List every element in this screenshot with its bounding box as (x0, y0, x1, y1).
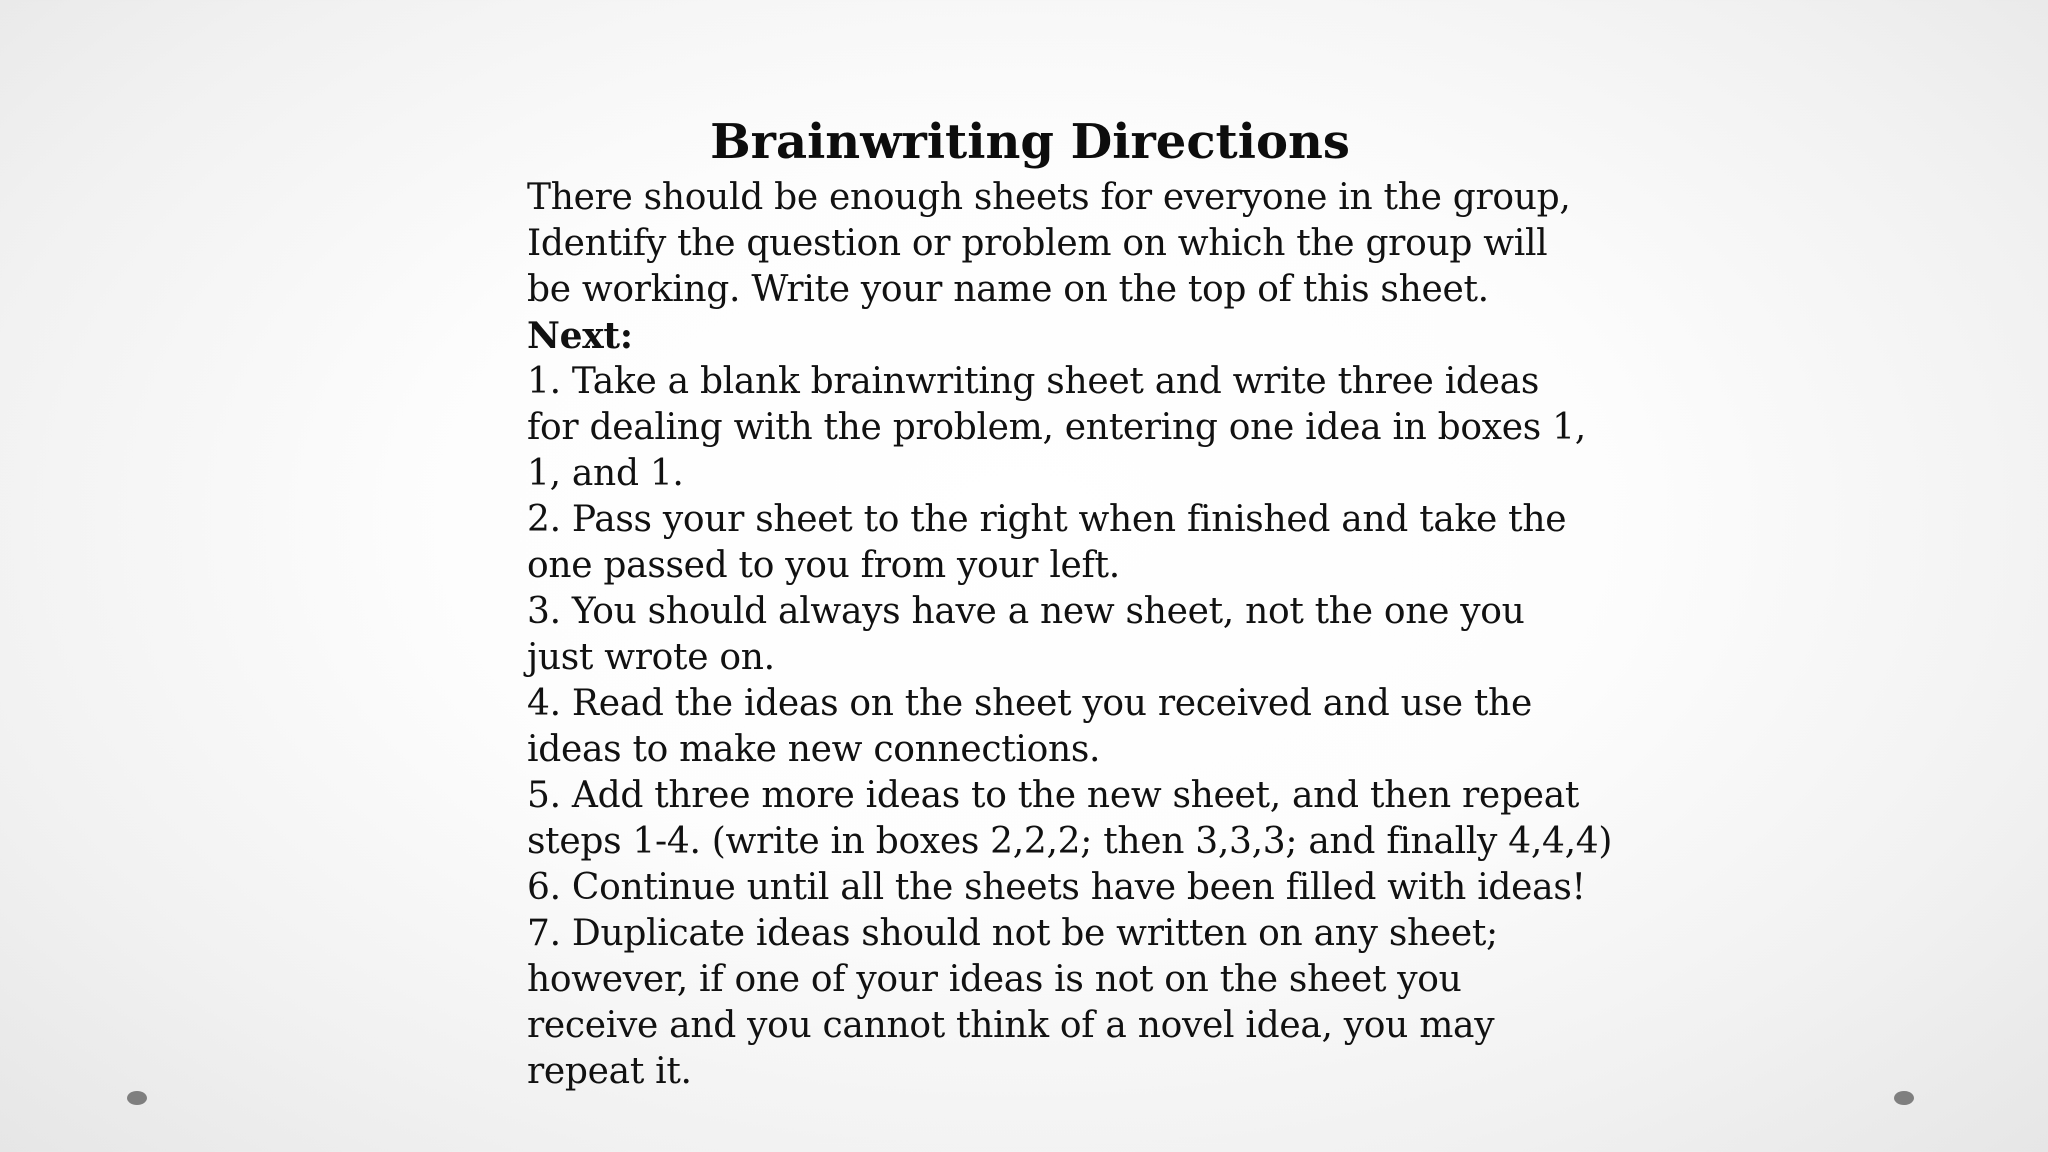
step-1-line: 1. Take a blank brainwriting sheet and write three ideas (527, 361, 1539, 402)
body-line: be working. Write your name on the top of this sheet. (527, 269, 1489, 310)
body-line: Identify the question or problem on which the group will (527, 223, 1548, 264)
previous-slide-dot[interactable] (127, 1091, 147, 1105)
step-5-line: 5. Add three more ideas to the new sheet, and then repeat (527, 775, 1580, 816)
step-1-line: 1, and 1. (527, 453, 684, 494)
directions-body (527, 175, 1613, 1095)
body-line: There should be enough sheets for everyone in the group, (527, 177, 1571, 218)
step-2-line: 2. Pass your sheet to the right when finished and take the (527, 499, 1567, 540)
step-4-line: ideas to make new connections. (527, 729, 1101, 770)
step-2-line: one passed to you from your left. (527, 545, 1120, 586)
step-5-line: steps 1-4. (write in boxes 2,2,2; then 3,3,3; and finally 4,4,4) (527, 821, 1613, 862)
step-7-line: 7. Duplicate ideas should not be written on any sheet; (527, 913, 1498, 954)
step-6-line: 6. Continue until all the sheets have been filled with ideas! (527, 867, 1586, 908)
slide-title: Brainwriting Directions (710, 114, 1350, 170)
step-3-line: just wrote on. (527, 637, 775, 678)
next-slide-dot[interactable] (1894, 1091, 1914, 1105)
step-4-line: 4. Read the ideas on the sheet you received and use the (527, 683, 1532, 724)
step-1-line: for dealing with the problem, entering one idea in boxes 1, (527, 407, 1586, 448)
step-3-line: 3. You should always have a new sheet, not the one you (527, 591, 1525, 632)
step-7-line: receive and you cannot think of a novel idea, you may (527, 1005, 1495, 1046)
next-heading: Next: (527, 315, 633, 357)
step-7-line: repeat it. (527, 1051, 692, 1092)
step-7-line: however, if one of your ideas is not on the sheet you (527, 959, 1462, 1000)
